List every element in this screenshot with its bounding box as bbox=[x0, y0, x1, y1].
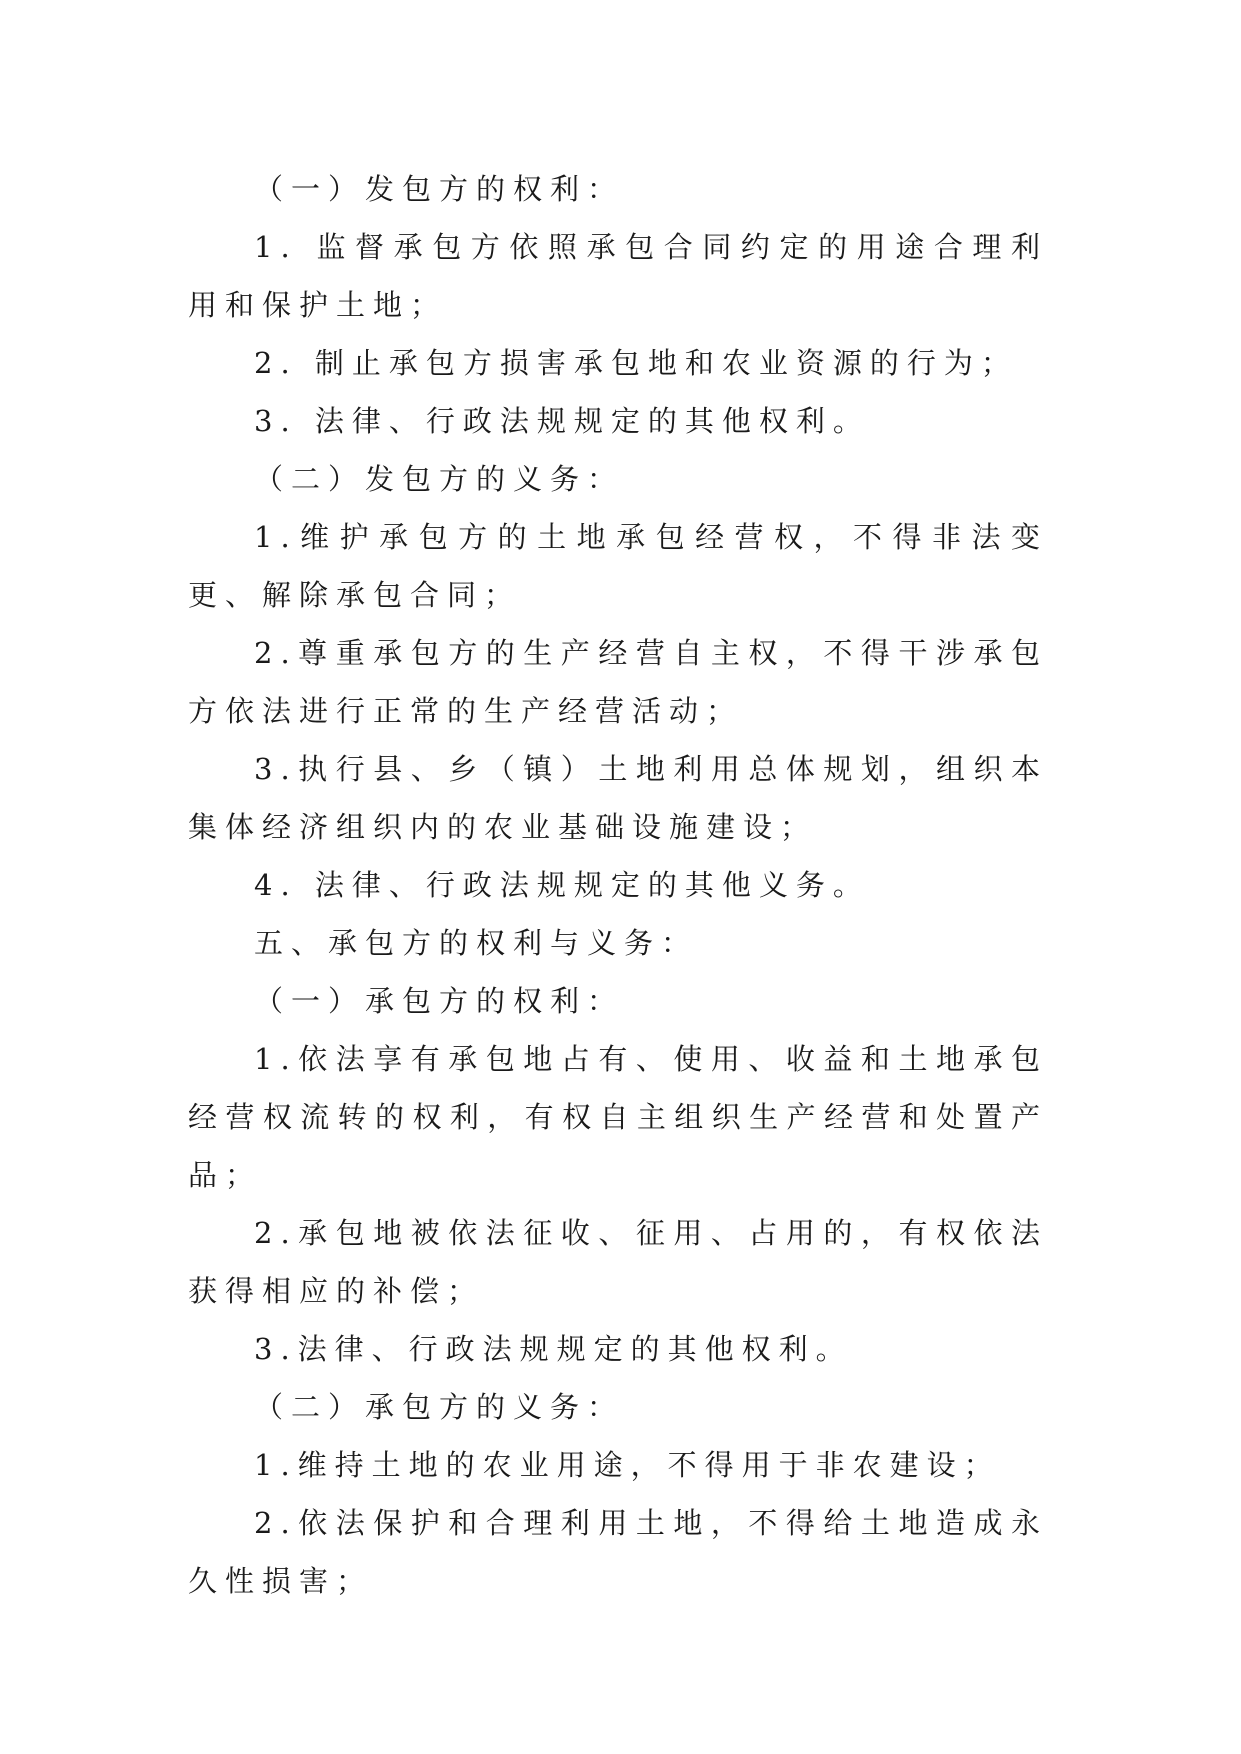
paragraph-employer-rights-heading: （一）发包方的权利： bbox=[254, 172, 625, 206]
document-body bbox=[188, 160, 1048, 1610]
section-heading-contractor: 五、承包方的权利与义务： bbox=[254, 926, 699, 960]
paragraph-employer-duty-2: 2.尊重承包方的生产经营自主权，不得干涉承包方依法进行正常的生产经营活动； bbox=[188, 636, 1048, 728]
paragraph-contractor-right-3: 3.法律、行政法规规定的其他权利。 bbox=[254, 1332, 853, 1366]
paragraph-employer-duty-3: 3.执行县、乡（镇）土地利用总体规划，组织本集体经济组织内的农业基础设施建设； bbox=[188, 752, 1048, 844]
paragraph-employer-right-1: 1. 监督承包方依照承包合同约定的用途合理利用和保护土地； bbox=[188, 230, 1048, 322]
paragraph-contractor-duty-2: 2.依法保护和合理利用土地，不得给土地造成永久性损害； bbox=[188, 1506, 1048, 1598]
paragraph-employer-duty-1: 1.维护承包方的土地承包经营权，不得非法变更、解除承包合同； bbox=[188, 520, 1048, 612]
paragraph-contractor-rights-heading: （一）承包方的权利： bbox=[254, 984, 625, 1018]
paragraph-contractor-right-2: 2.承包地被依法征收、征用、占用的，有权依法获得相应的补偿； bbox=[188, 1216, 1048, 1308]
paragraph-employer-right-3: 3. 法律、行政法规规定的其他权利。 bbox=[254, 404, 870, 438]
paragraph-contractor-duty-1: 1.维持土地的农业用途，不得用于非农建设； bbox=[254, 1448, 1001, 1482]
paragraph-employer-right-2: 2. 制止承包方损害承包地和农业资源的行为； bbox=[254, 346, 1018, 380]
paragraph-employer-duty-4: 4. 法律、行政法规规定的其他义务。 bbox=[254, 868, 870, 902]
paragraph-employer-duties-heading: （二）发包方的义务： bbox=[254, 462, 625, 496]
paragraph-contractor-duties-heading: （二）承包方的义务： bbox=[254, 1390, 625, 1424]
paragraph-contractor-right-1: 1.依法享有承包地占有、使用、收益和土地承包经营权流转的权利，有权自主组织生产经营和处置产品； bbox=[188, 1042, 1048, 1192]
